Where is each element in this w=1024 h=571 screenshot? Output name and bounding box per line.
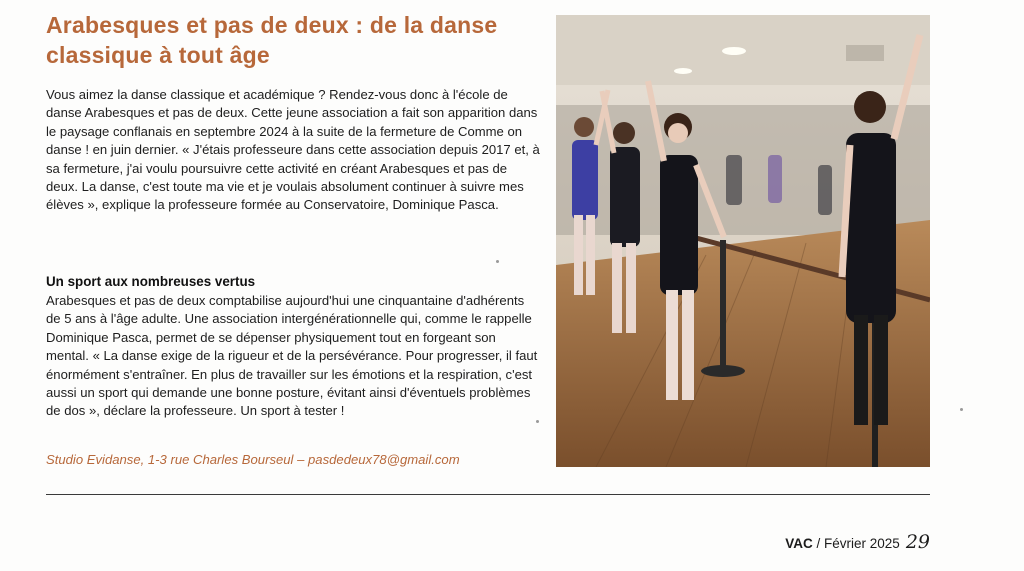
air-vent [846, 45, 884, 61]
barre-base [701, 365, 745, 377]
intro-paragraph: Vous aimez la danse classique et académique ? Rendez-vous donc à l'école de danse Arabesques et pas de deux. Cette jeune association a fait son apparition dans le paysage conflanais en septembre 2024 à la suite de la fermeture de Comme on danse ! en juin dernier. « J'étais professeure dans cette association depuis 2017 et, à sa fermeture, j'ai voulu poursuivre cette activité en créant Arabesques et pas de deux. La danse, c'est toute ma vie et je voulais absolument continuer à suivre mes élèves », explique la professeure formée au Conservatoire, Dominique Pasca. [46, 87, 540, 213]
ceiling-light [674, 68, 692, 74]
barre-post [720, 240, 726, 370]
page-number: 29 [905, 531, 930, 553]
article-title: Arabesques et pas de deux : de la danse classique à tout âge [46, 12, 498, 68]
dance-class-illustration [556, 15, 930, 467]
dance-class-photo [556, 15, 930, 467]
scan-speck [536, 420, 539, 423]
ceiling-light [722, 47, 746, 55]
contact-line: Studio Evidanse, 1-3 rue Charles Bourseul – pasdedeux78@gmail.com [46, 452, 460, 467]
scan-speck [960, 408, 963, 411]
magazine-name: VAC [785, 536, 813, 551]
issue-date: / Février 2025 [812, 536, 900, 551]
body-paragraph: Arabesques et pas de deux comptabilise aujourd'hui une cinquantaine d'adhérents de 5 ans à l'âge adulte. Une association intergénérationnelle qui, comme le rappelle Dominique Pasca, permet de se dépenser physiquement tout en forgeant son mental. « La danse exige de la rigueur et de la persévérance. Pour progresser, il faut énormément s'entraîner. En plus de travailler sur les émotions et la respiration, c'est aussi un sport qui demande une bonne posture, évitant ainsi d'éventuels problèmes de dos », déclare la professeure. Un sport à tester ! [46, 293, 538, 419]
section-subheading: Un sport aux nombreuses vertus [46, 274, 256, 289]
page-folio [785, 531, 930, 553]
scan-speck [496, 260, 499, 263]
footer-divider [46, 494, 930, 495]
